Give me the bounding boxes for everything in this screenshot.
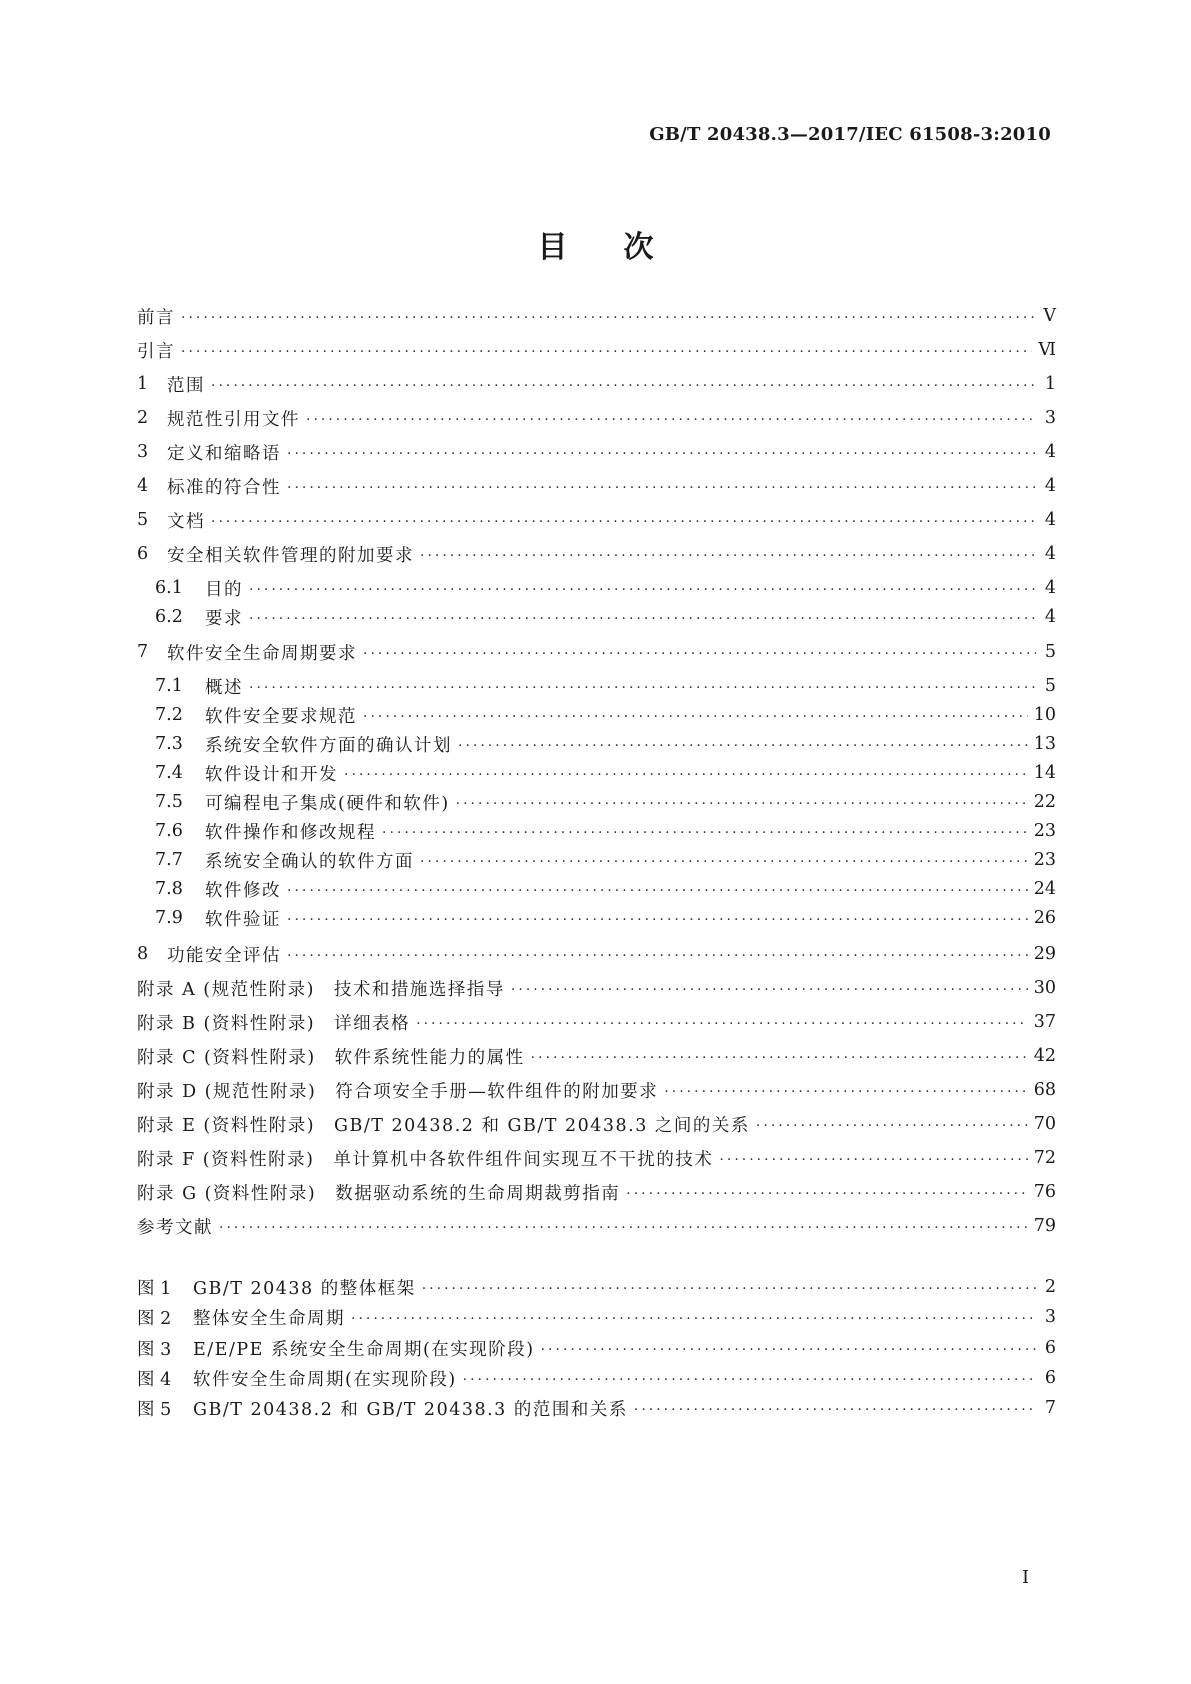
toc-entry-number: 7 (137, 642, 149, 662)
toc-entry[interactable] (137, 1177, 1056, 1207)
toc-entry-label: 附录 B (资料性附录) 详细表格 (137, 1013, 411, 1034)
toc-entry[interactable] (137, 787, 1056, 817)
dot-leader (287, 440, 1036, 464)
toc-entry-page: 5 (1044, 676, 1056, 696)
figure-entry-label: E/E/PE 系统安全生命周期(在实现阶段) (193, 1339, 535, 1360)
toc-entry-label: 功能安全评估 (167, 945, 281, 966)
dot-leader (422, 1275, 1036, 1299)
toc-entry-page: 5 (1044, 642, 1056, 662)
toc-entry-label: 引言 (137, 341, 175, 362)
page-number: I (1022, 1567, 1030, 1588)
toc-entry-number: 7.2 (155, 705, 183, 725)
page-title (0, 222, 1191, 266)
figure-entry-label: GB/T 20438 的整体框架 (193, 1278, 416, 1299)
figure-entry[interactable] (137, 1363, 1056, 1393)
dot-leader (306, 406, 1036, 430)
dot-leader (363, 703, 1028, 727)
toc-entry-page: 13 (1033, 734, 1056, 754)
toc-entry[interactable] (137, 369, 1056, 399)
figure-entry-number: 图 4 (137, 1369, 172, 1390)
toc-entry-label: 规范性引用文件 (167, 409, 300, 430)
toc-entry-label: 附录 G (资料性附录) 数据驱动系统的生命周期裁剪指南 (137, 1183, 621, 1204)
toc-entry-page: Ⅴ (1043, 306, 1056, 326)
figure-entry-page: 6 (1044, 1338, 1056, 1358)
toc-entry-page: 4 (1044, 510, 1056, 530)
toc-entry-label: 安全相关软件管理的附加要求 (167, 545, 414, 566)
dot-leader (351, 1305, 1036, 1329)
figure-entry-page: 2 (1044, 1277, 1056, 1297)
toc-entry[interactable] (137, 758, 1056, 788)
toc-entry-page: 76 (1033, 1182, 1056, 1202)
toc-entry-label: 系统安全软件方面的确认计划 (205, 735, 452, 756)
toc-entry[interactable] (137, 939, 1056, 969)
toc-entry[interactable] (137, 729, 1056, 759)
toc-entry-label: 软件安全生命周期要求 (167, 643, 357, 664)
toc-entry-number: 8 (137, 944, 149, 964)
toc-entry[interactable] (137, 700, 1056, 730)
toc-entry-label: 系统安全确认的软件方面 (205, 851, 414, 872)
toc-entry-label: 软件操作和修改规程 (205, 822, 376, 843)
toc-entry-number: 1 (137, 374, 149, 394)
toc-entry-label: 要求 (205, 608, 243, 629)
dot-leader (626, 1180, 1027, 1204)
toc-entry-number: 7.7 (155, 850, 183, 870)
figure-entry-page: 6 (1044, 1368, 1056, 1388)
toc-entry-page: 22 (1033, 792, 1056, 812)
toc-entry-label: 附录 F (资料性附录) 单计算机中各软件组件间实现互不干扰的技术 (137, 1149, 714, 1170)
toc-entry[interactable] (137, 671, 1056, 701)
toc-entry-number: 7.4 (155, 763, 183, 783)
toc-entry-page: 29 (1033, 944, 1056, 964)
toc-entry-label: 参考文献 (137, 1217, 213, 1238)
dot-leader (382, 819, 1028, 843)
toc-entry-number: 2 (137, 408, 149, 428)
dot-leader (420, 848, 1028, 872)
toc-entry[interactable] (137, 903, 1056, 933)
dot-leader (211, 372, 1036, 396)
toc-entry-page: 70 (1033, 1114, 1056, 1134)
figure-entry-number: 图 3 (137, 1339, 172, 1360)
toc-entry-number: 6 (137, 544, 149, 564)
toc-entry-label: 目的 (205, 579, 243, 600)
toc-entry-number: 6.1 (155, 578, 183, 598)
standard-header: GB/T 20438.3—2017/IEC 61508-3:2010 (649, 124, 1051, 145)
toc-entry-page: 4 (1044, 607, 1056, 627)
dot-leader (541, 1336, 1036, 1360)
toc-entry-page: 37 (1033, 1012, 1056, 1032)
toc-entry[interactable] (137, 1143, 1056, 1173)
toc-entry-label: 前言 (137, 307, 175, 328)
toc-entry-page: 1 (1044, 374, 1056, 394)
toc-entry[interactable] (137, 1211, 1056, 1241)
toc-entry-label: 附录 A (规范性附录) 技术和措施选择指导 (137, 979, 505, 1000)
figure-entry[interactable] (137, 1302, 1056, 1332)
toc-entry-number: 5 (137, 510, 149, 530)
dot-leader (719, 1146, 1027, 1170)
toc-entry-page: 4 (1044, 578, 1056, 598)
toc-entry-number: 7.5 (155, 792, 183, 812)
dot-leader (249, 605, 1036, 629)
toc-entry-label: 软件修改 (205, 880, 281, 901)
figure-entry-number: 图 2 (137, 1308, 172, 1329)
toc-entry-label: 软件安全要求规范 (205, 706, 357, 727)
title-char-2: 次 (623, 230, 654, 265)
toc-entry-page: 26 (1033, 908, 1056, 928)
dot-leader (664, 1078, 1027, 1102)
toc-entry[interactable] (137, 539, 1056, 569)
dot-leader (458, 732, 1028, 756)
toc-entry-number: 7.6 (155, 821, 183, 841)
toc-entry-number: 7.9 (155, 908, 183, 928)
toc-entry-label: 文档 (167, 511, 205, 532)
toc-entry-number: 3 (137, 442, 149, 462)
dot-leader (249, 674, 1036, 698)
toc-entry-page: 3 (1044, 408, 1056, 428)
toc-entry[interactable] (137, 845, 1056, 875)
toc-entry-page: Ⅵ (1038, 340, 1056, 360)
toc-entry-label: 附录 C (资料性附录) 软件系统性能力的属性 (137, 1047, 525, 1068)
figure-entry-number: 图 1 (137, 1278, 172, 1299)
dot-leader (416, 1010, 1028, 1034)
figure-entry[interactable] (137, 1393, 1056, 1423)
figure-entry[interactable] (137, 1333, 1056, 1363)
dot-leader (511, 976, 1028, 1000)
toc-entry-label: 软件验证 (205, 909, 281, 930)
figure-entry-label: GB/T 20438.2 和 GB/T 20438.3 的范围和关系 (193, 1399, 628, 1420)
dot-leader (181, 338, 1032, 362)
dot-leader (531, 1044, 1028, 1068)
figure-entry[interactable] (137, 1272, 1056, 1302)
toc-entry[interactable] (137, 1041, 1056, 1071)
dot-leader (181, 304, 1036, 328)
dot-leader (249, 576, 1036, 600)
dot-leader (363, 640, 1036, 664)
toc-entry[interactable] (137, 637, 1056, 667)
toc-entry[interactable] (137, 973, 1056, 1003)
dot-leader (463, 1366, 1036, 1390)
figure-entry-number: 图 5 (137, 1399, 172, 1420)
toc-entry-number: 7.1 (155, 676, 183, 696)
toc-entry-label: 定义和缩略语 (167, 443, 281, 464)
toc-entry[interactable] (137, 471, 1056, 501)
toc-entry[interactable] (137, 437, 1056, 467)
toc-entry-label: 软件设计和开发 (205, 764, 338, 785)
toc-entry[interactable] (137, 573, 1056, 603)
toc-entry-label: 概述 (205, 677, 243, 698)
dot-leader (420, 542, 1036, 566)
toc-entry[interactable] (137, 505, 1056, 535)
figure-entry-label: 软件安全生命周期(在实现阶段) (193, 1369, 457, 1390)
figure-entry-page: 7 (1044, 1398, 1056, 1418)
toc-entry-page: 10 (1033, 705, 1056, 725)
toc-entry-page: 4 (1044, 544, 1056, 564)
dot-leader (287, 877, 1028, 901)
dot-leader (756, 1112, 1028, 1136)
dot-leader (287, 942, 1028, 966)
toc-entry-label: 附录 D (规范性附录) 符合项安全手册—软件组件的附加要求 (137, 1081, 659, 1102)
toc-entry-page: 30 (1033, 978, 1056, 998)
dot-leader (344, 761, 1028, 785)
toc-entry[interactable] (137, 1075, 1056, 1105)
toc-entry-label: 附录 E (资料性附录) GB/T 20438.2 和 GB/T 20438.3 之间的关系 (137, 1115, 750, 1136)
toc-entry[interactable] (137, 335, 1056, 365)
toc-entry[interactable] (137, 1109, 1056, 1139)
toc-entry-page: 72 (1033, 1148, 1056, 1168)
toc-entry-number: 7.3 (155, 734, 183, 754)
toc-entry-page: 23 (1033, 850, 1056, 870)
toc-entry-page: 24 (1033, 879, 1056, 899)
dot-leader (287, 474, 1036, 498)
toc-entry-number: 7.8 (155, 879, 183, 899)
dot-leader (211, 508, 1036, 532)
toc-entry[interactable] (137, 874, 1056, 904)
figure-entry-label: 整体安全生命周期 (193, 1308, 345, 1329)
title-char-1: 目 (537, 230, 568, 265)
figure-entry-page: 3 (1044, 1307, 1056, 1327)
toc-entry-label: 标准的符合性 (167, 477, 281, 498)
toc-entry-page: 68 (1033, 1080, 1056, 1100)
toc-entry[interactable] (137, 403, 1056, 433)
dot-leader (456, 790, 1028, 814)
toc-entry-number: 6.2 (155, 607, 183, 627)
dot-leader (287, 906, 1028, 930)
toc-entry-page: 23 (1033, 821, 1056, 841)
toc-entry-label: 可编程电子集成(硬件和软件) (205, 793, 450, 814)
toc-entry-number: 4 (137, 476, 149, 496)
toc-entry[interactable] (137, 301, 1056, 331)
toc-entry-page: 14 (1033, 763, 1056, 783)
toc-entry-page: 4 (1044, 442, 1056, 462)
dot-leader (219, 1214, 1028, 1238)
toc-entry-page: 4 (1044, 476, 1056, 496)
toc-entry[interactable] (137, 1007, 1056, 1037)
toc-entry-page: 42 (1033, 1046, 1056, 1066)
toc-entry[interactable] (137, 816, 1056, 846)
toc-entry[interactable] (137, 602, 1056, 632)
toc-entry-page: 79 (1033, 1216, 1056, 1236)
toc-entry-label: 范围 (167, 375, 205, 396)
dot-leader (634, 1396, 1036, 1420)
